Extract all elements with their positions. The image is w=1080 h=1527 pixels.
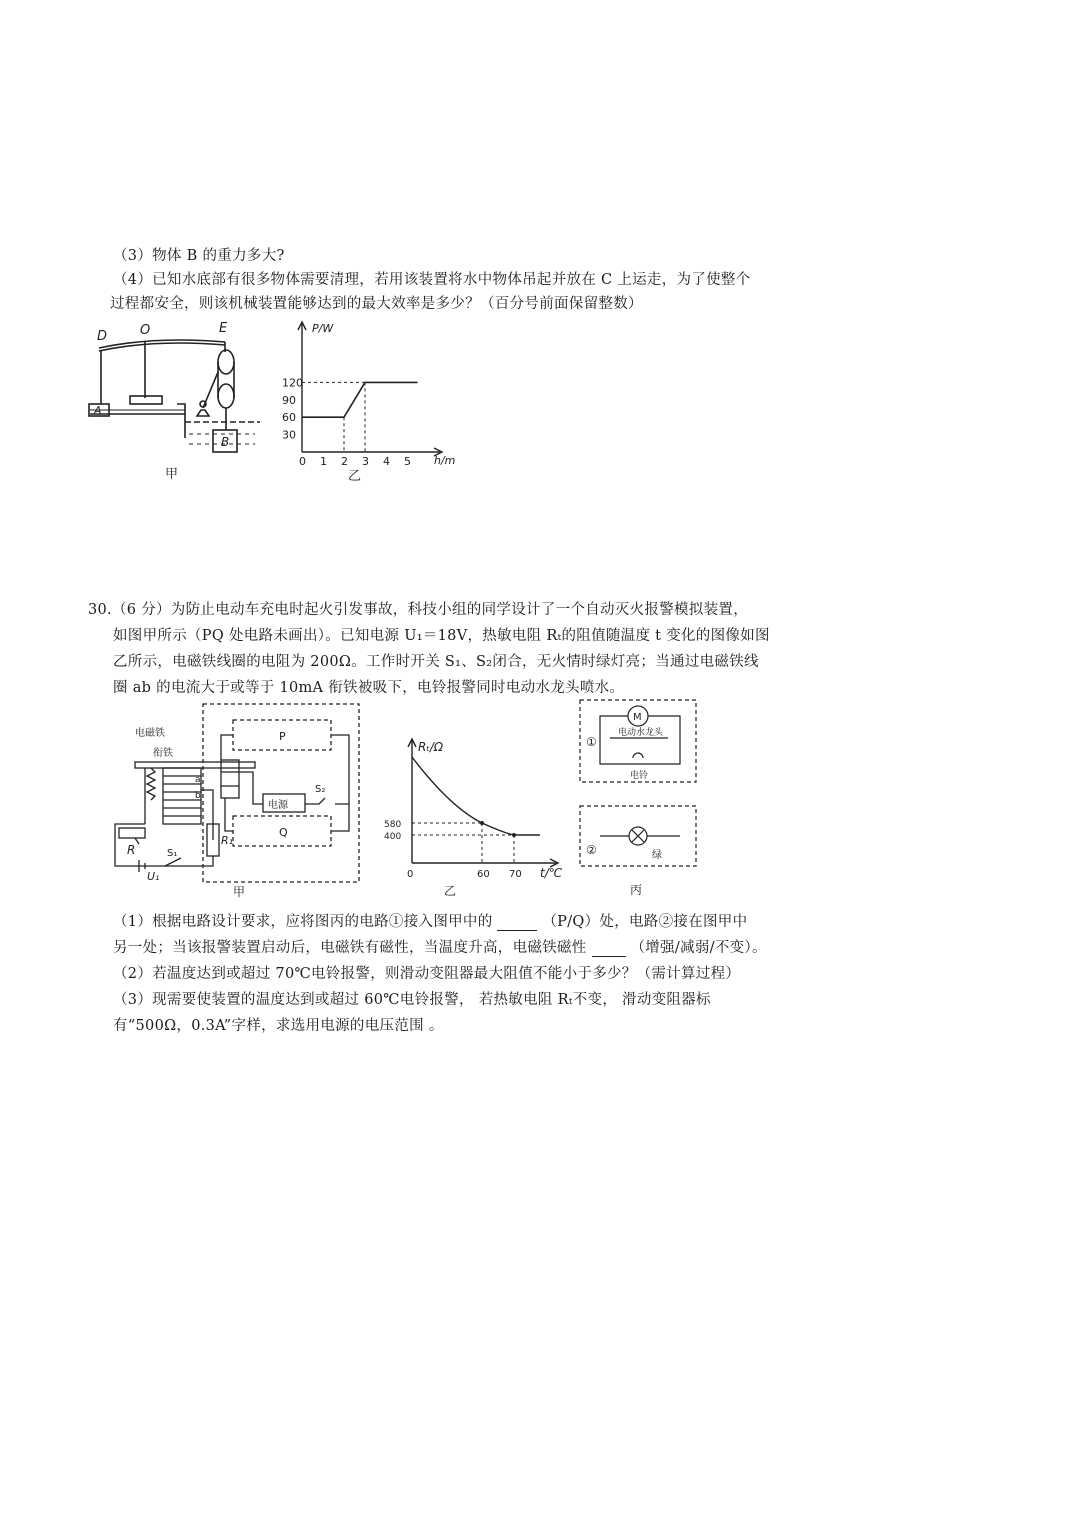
x-axis-label: h/m bbox=[434, 454, 456, 467]
y-tick-60: 60 bbox=[282, 411, 296, 425]
y-tick-30: 30 bbox=[282, 428, 296, 442]
tap-label: 电动水龙头 bbox=[618, 728, 664, 738]
y-axis-label: Rₜ/Ω bbox=[418, 740, 444, 754]
x-tick-2: 2 bbox=[341, 455, 348, 468]
label-s1: S₁ bbox=[167, 848, 178, 859]
q30-intro-line2: 如图甲所示（PQ 处电路未画出）。已知电源 U₁＝18V，热敏电阻 Rₜ的阻值随温度 t 变化的图像如图 bbox=[113, 628, 770, 644]
x-tick-70: 70 bbox=[509, 869, 522, 880]
x-axis-label: t/℃ bbox=[540, 866, 563, 880]
answer-blank-2[interactable] bbox=[592, 940, 626, 957]
label-e: E bbox=[219, 321, 228, 336]
caption-bing: 丙 bbox=[630, 883, 643, 897]
label-b: b bbox=[195, 791, 201, 801]
x-tick-0: 0 bbox=[407, 869, 414, 880]
label-r1: R₁ bbox=[221, 834, 234, 847]
circuit1-mark: ① bbox=[586, 735, 597, 749]
label-o: O bbox=[140, 323, 151, 338]
q29-figure-jia bbox=[85, 318, 265, 488]
y-tick-400: 400 bbox=[384, 832, 402, 842]
q1-text-b: （P/Q）处，电路②接在图甲中 bbox=[542, 914, 748, 930]
caption-jia-29: 甲 bbox=[165, 467, 179, 482]
q30-figure-jia bbox=[105, 700, 365, 900]
x-tick-3: 3 bbox=[362, 455, 369, 468]
q30-q2: （2）若温度达到或超过 70℃电铃报警，则滑动变阻器最大阻值不能小于多少？（需计算过程） bbox=[113, 966, 741, 982]
circuit2-mark: ② bbox=[586, 843, 597, 857]
label-p: P bbox=[279, 730, 286, 743]
label-b: B bbox=[221, 435, 230, 449]
q1-text-d: （增强/减弱/不变）。 bbox=[630, 940, 767, 956]
rheostat-r bbox=[119, 828, 145, 838]
q30-q3-line2: 有“500Ω，0.3A”字样，求选用电源的电压范围 。 bbox=[113, 1018, 444, 1034]
q30-q1-line1 bbox=[113, 910, 747, 931]
bell-label: 电铃 bbox=[630, 771, 649, 781]
label-a: a bbox=[195, 775, 201, 785]
y-tick-120: 120 bbox=[282, 376, 303, 390]
label-armature: 衔铁 bbox=[153, 748, 173, 759]
point-70 bbox=[512, 833, 516, 837]
point-60 bbox=[480, 821, 484, 825]
x-tick-60: 60 bbox=[477, 869, 490, 880]
q30-chart-yi bbox=[378, 735, 578, 900]
label-magnet: 电磁铁 bbox=[135, 728, 165, 739]
x-tick-4: 4 bbox=[383, 455, 390, 468]
q29-chart-yi bbox=[270, 318, 470, 488]
q30-intro-line1: 30.（6 分）为防止电动车充电时起火引发事故，科技小组的同学设计了一个自动灭火报警模拟装置， bbox=[88, 602, 748, 618]
y-tick-580: 580 bbox=[384, 820, 402, 830]
q1-text-a: （1）根据电路设计要求，应将图丙的电路①接入图甲中的 bbox=[113, 914, 493, 930]
label-power: 电源 bbox=[268, 800, 288, 811]
q30-figure-bing bbox=[578, 698, 703, 898]
lamp-label: 绿 bbox=[652, 850, 662, 861]
q1-text-c: 另一处；当该报警装置启动后，电磁铁有磁性，当温度升高，电磁铁磁性 bbox=[113, 940, 587, 956]
q29-part4-line2: 过程都安全，则该机械装置能够达到的最大效率是多少？（百分号前面保留整数） bbox=[110, 296, 643, 312]
armature bbox=[135, 762, 255, 768]
q29-part4-line1: （4）已知水底部有很多物体需要清理，若用该装置将水中物体吊起并放在 C 上运走，为了使整个 bbox=[113, 272, 751, 288]
label-u1: U₁ bbox=[147, 870, 160, 883]
pulley-lower bbox=[218, 384, 234, 408]
pivot-base bbox=[130, 396, 162, 404]
spring bbox=[147, 768, 155, 800]
x-tick-0: 0 bbox=[299, 455, 306, 468]
x-tick-1: 1 bbox=[320, 455, 327, 468]
bank bbox=[90, 404, 185, 414]
label-r: R bbox=[127, 843, 136, 857]
pulley-upper bbox=[218, 350, 234, 374]
caption-yi-30: 乙 bbox=[444, 884, 457, 898]
caption-jia-30: 甲 bbox=[233, 885, 246, 899]
motor-label: M bbox=[633, 712, 642, 723]
answer-blank-1[interactable] bbox=[497, 914, 537, 931]
bell-icon bbox=[633, 753, 643, 758]
caption-yi-29: 乙 bbox=[348, 469, 362, 484]
y-axis-label: P/W bbox=[312, 322, 334, 335]
label-a: A bbox=[94, 404, 102, 417]
q30-intro-line4: 圈 ab 的电流大于或等于 10mA 衔铁被吸下，电铃报警同时电动水龙头喷水。 bbox=[113, 680, 625, 696]
q29-part3: （3）物体 B 的重力多大? bbox=[113, 248, 285, 264]
switch-s1 bbox=[165, 858, 181, 866]
q30-q1-line2 bbox=[113, 936, 767, 957]
label-d: D bbox=[97, 329, 108, 344]
x-tick-5: 5 bbox=[404, 455, 411, 468]
series-p-line bbox=[302, 382, 418, 417]
q30-intro-line3: 乙所示，电磁铁线圈的电阻为 200Ω。工作时开关 S₁、S₂闭合，无火情时绿灯亮；当通过电磁铁线 bbox=[113, 654, 759, 670]
q30-q3-line1: （3）现需要使装置的温度达到或超过 60℃电铃报警， 若热敏电阻 Rₜ不变， 滑动变阻器标 bbox=[113, 992, 711, 1008]
y-tick-90: 90 bbox=[282, 393, 296, 407]
label-s2: S₂ bbox=[315, 784, 326, 795]
label-q: Q bbox=[279, 826, 288, 839]
